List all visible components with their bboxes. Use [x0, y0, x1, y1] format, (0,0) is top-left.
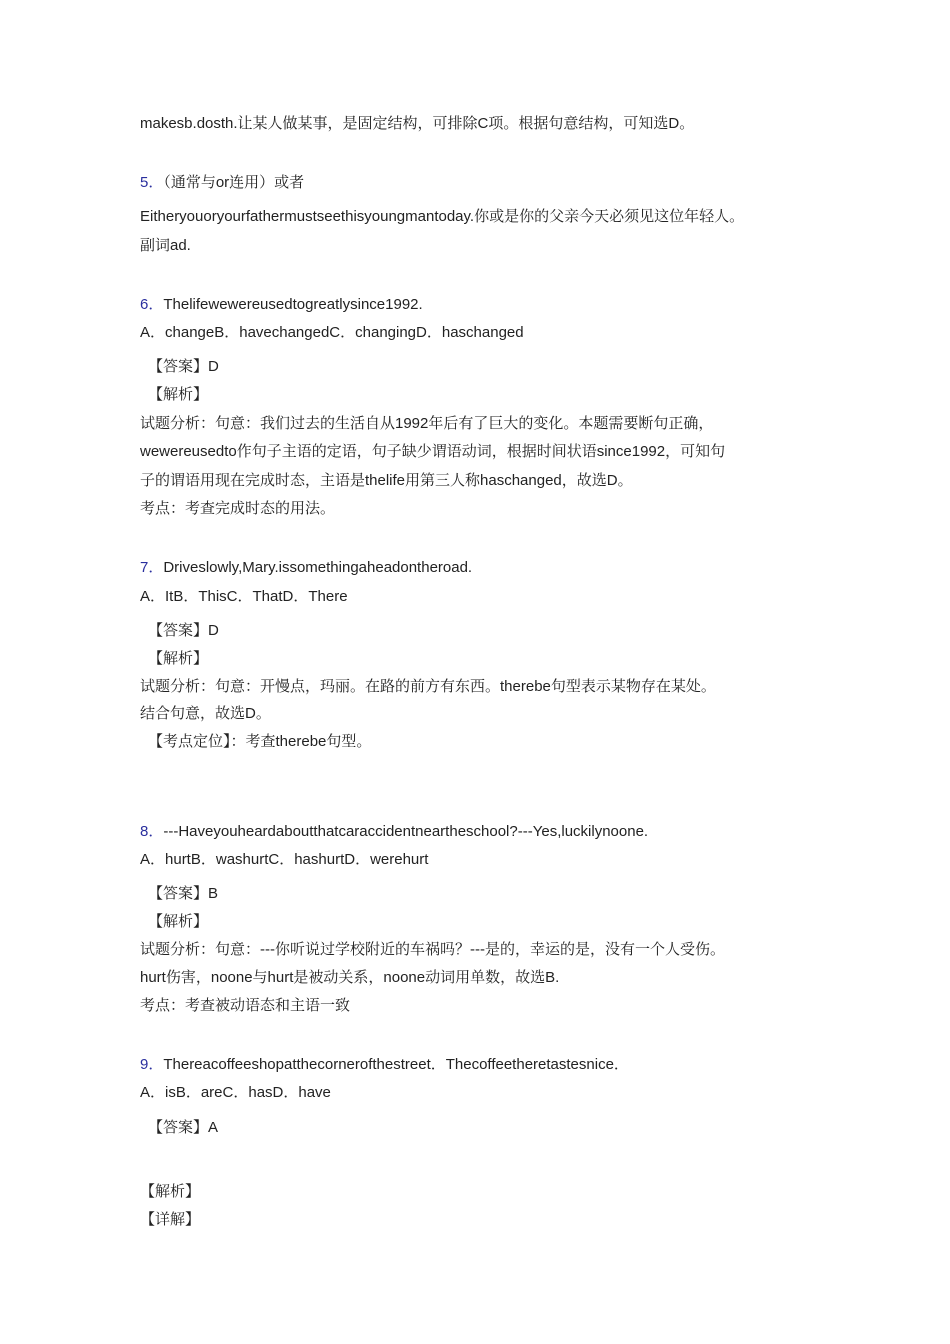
question-stem: ---Haveyouheardaboutthatcaraccidentneartheschool?---Yes,luckilynoone.: [163, 823, 649, 840]
q8-answer: 【答案】B: [148, 885, 219, 902]
question-number: 6．: [140, 296, 164, 313]
question-number: 8．: [140, 823, 164, 840]
question-stem: Thelifewewereusedtogreatlysince1992.: [163, 296, 423, 313]
q7-knowledge-point: 【考点定位】：考查therebe句型。: [148, 733, 372, 750]
q8-knowledge-point: 考点：考查被动语态和主语一致: [140, 997, 351, 1014]
q6-analysis-heading: 【解析】: [148, 386, 209, 403]
q7-options: A．ItB．ThisC．ThatD．There: [140, 588, 348, 605]
q9-options: A．isB．areC．hasD．have: [140, 1084, 331, 1101]
q7-answer: 【答案】D: [148, 622, 219, 639]
q7-analysis-line: 结合句意，故选D。: [140, 705, 271, 722]
q6-answer: 【答案】D: [148, 358, 219, 375]
q6-options: A．changeB．havechangedC．changingD．haschanged: [140, 324, 524, 341]
q8-analysis-heading: 【解析】: [148, 913, 209, 930]
q4-analysis-tail: makesb.dosth.让某人做某事，是固定结构，可排除C项。根据句意结构，可知选D。: [140, 115, 695, 132]
question-8: [140, 822, 648, 842]
q6-analysis-line: wewereusedto作句子主语的定语，句子缺少谓语动词，根据时间状语since1992，可知句: [140, 443, 726, 460]
question-number: 9．: [140, 1056, 164, 1073]
q5-example-sentence: Eitheryouoryourfathermustseethisyoungmantoday.你或是你的父亲今天必须见这位年轻人。: [140, 208, 745, 225]
question-5: [140, 173, 304, 193]
q6-knowledge-point: 考点：考查完成时态的用法。: [140, 500, 336, 517]
q5-part-of-speech: 副词ad.: [140, 237, 191, 254]
q6-analysis-line: 子的谓语用现在完成时态，主语是thelife用第三人称haschanged，故选D。: [140, 472, 633, 489]
question-6: [140, 295, 423, 315]
q8-analysis-line: hurt伤害，noone与hurt是被动关系，noone动词用单数，故选B.: [140, 969, 560, 986]
question-stem: Thereacoffeeshopatthecornerofthestreet．Thecoffeetheretastesnice．: [163, 1056, 629, 1073]
question-9: [140, 1055, 629, 1075]
q9-answer: 【答案】A: [148, 1119, 219, 1136]
question-stem: Driveslowly,Mary.issomethingaheadontheroad.: [163, 559, 473, 576]
question-number: 5．: [140, 174, 164, 191]
question-7: [140, 558, 472, 578]
question-stem: （通常与or连用）或者: [163, 174, 305, 191]
q8-options: A．hurtB．washurtC．hashurtD．werehurt: [140, 851, 429, 868]
q7-analysis-line: 试题分析：句意：开慢点，玛丽。在路的前方有东西。therebe句型表示某物存在某处。: [140, 678, 716, 695]
question-number: 7．: [140, 559, 164, 576]
q7-analysis-heading: 【解析】: [148, 650, 209, 667]
q9-detail-heading: 【详解】: [140, 1211, 201, 1228]
q9-analysis-heading: 【解析】: [140, 1183, 201, 1200]
q8-analysis-line: 试题分析：句意：---你听说过学校附近的车祸吗？---是的，幸运的是，没有一个人受伤。: [140, 941, 725, 958]
q6-analysis-line: 试题分析：句意：我们过去的生活自从1992年后有了巨大的变化。本题需要断句正确，: [140, 415, 714, 432]
